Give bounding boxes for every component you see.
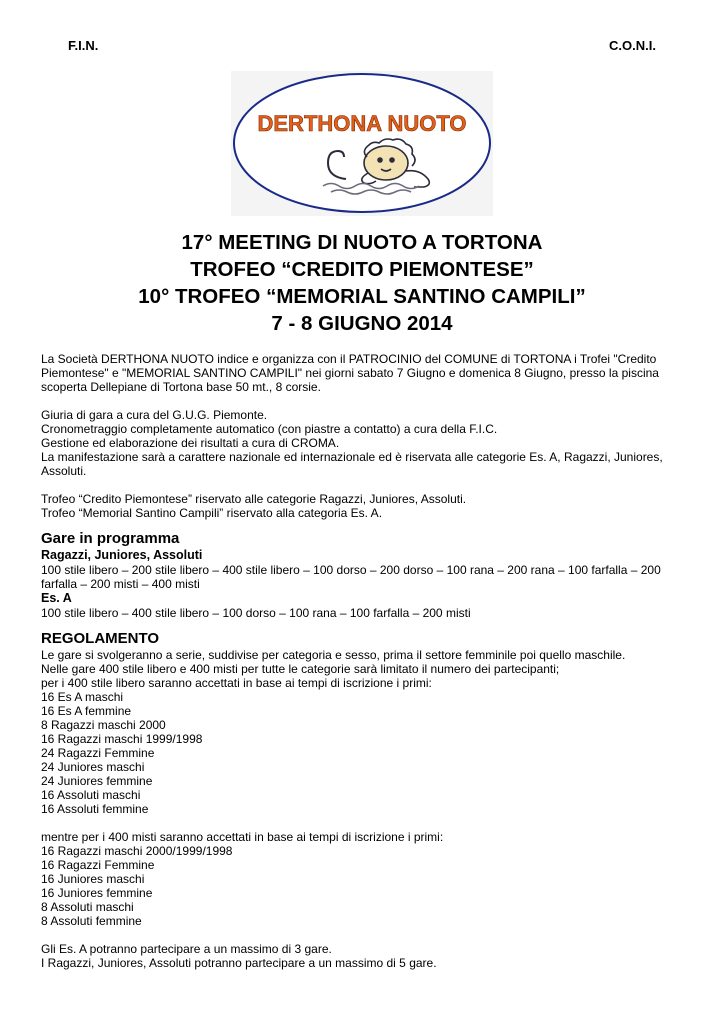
regolamento-line: Le gare si svolgeranno a serie, suddivise per categoria e sesso, prima il settore femminile poi quello maschile. [41,648,626,662]
regolamento-line: I Ragazzi, Juniores, Assoluti potranno partecipare a un massimo di 5 gare. [41,956,437,970]
trophy-line: Trofeo “Memorial Santino Campili” riservato alla categoria Es. A. [41,506,383,520]
organization-line: Cronometraggio completamente automatico (con piastre a contatto) a cura della F.I.C. [41,422,498,436]
regolamento-line: 16 Ragazzi Femmine [41,858,155,872]
derthona-nuoto-logo [231,71,493,216]
meeting-dates: 7 - 8 GIUGNO 2014 [271,312,453,335]
gare-heading: Gare in programma [41,530,180,547]
regolamento-line: 16 Juniores maschi [41,872,145,886]
gare-group-esa-title: Es. A [41,591,72,605]
header-coni: C.O.N.I. [609,38,656,53]
regolamento-line: 16 Ragazzi maschi 1999/1998 [41,732,203,746]
organization-line: La manifestazione sarà a carattere nazionale ed internazionale ed è riservata alle categorie Es. A, Ragazzi, Juniores, [41,450,663,464]
header-fin: F.I.N. [68,38,99,53]
trophy-credito-title: TROFEO “CREDITO PIEMONTESE” [190,258,534,281]
regolamento-line: 16 Assoluti femmine [41,802,149,816]
gare-line: farfalla – 200 misti – 400 misti [41,577,200,591]
organization-line: Assoluti. [41,464,87,478]
gare-line: 100 stile libero – 200 stile libero – 400 stile libero – 100 dorso – 200 dorso – 100 rana – 200 rana – 100 farfalla – 200 [41,563,661,577]
regolamento-line: 24 Ragazzi Femmine [41,746,155,760]
gare-line: 100 stile libero – 400 stile libero – 100 dorso – 100 rana – 100 farfalla – 200 misti [41,606,471,620]
intro-line: scoperta Dellepiane di Tortona base 50 mt., 8 corsie. [41,380,321,394]
trophy-line: Trofeo “Credito Piemontese” riservato alle categorie Ragazzi, Juniores, Assoluti. [41,492,467,506]
meeting-title: 17° MEETING DI NUOTO A TORTONA [181,231,543,254]
trophy-memorial-title: 10° TROFEO “MEMORIAL SANTINO CAMPILI” [138,285,586,308]
regolamento-line: 8 Assoluti maschi [41,900,134,914]
regolamento-line: Gli Es. A potranno partecipare a un massimo di 3 gare. [41,942,332,956]
regolamento-line: 24 Juniores femmine [41,774,153,788]
regolamento-heading: REGOLAMENTO [41,630,160,647]
regolamento-line: 16 Juniores femmine [41,886,153,900]
regolamento-line: 8 Assoluti femmine [41,914,142,928]
regolamento-line: 16 Es A femmine [41,704,132,718]
document-body [41,352,691,970]
regolamento-line: mentre per i 400 misti saranno accettati in base ai tempi di iscrizione i primi: [41,830,444,844]
regolamento-line: 16 Assoluti maschi [41,788,141,802]
logo-graphic [231,71,493,216]
logo-text: DERTHONA NUOTO [257,111,467,136]
intro-line: La Società DERTHONA NUOTO indice e organizza con il PATROCINIO del COMUNE di TORTONA i Trofei "Credito [41,352,657,366]
intro-line: Piemontese" e "MEMORIAL SANTINO CAMPILI" nei giorni sabato 7 Giugno e domenica 8 Giugno, presso la piscina [41,366,659,380]
organization-line: Giuria di gara a cura del G.U.G. Piemonte. [41,408,268,422]
regolamento-line: per i 400 stile libero saranno accettati in base ai tempi di iscrizione i primi: [41,676,432,690]
gare-group-ragazzi-title: Ragazzi, Juniores, Assoluti [41,548,203,562]
regolamento-line: 16 Ragazzi maschi 2000/1999/1998 [41,844,233,858]
regolamento-line: 24 Juniores maschi [41,760,145,774]
regolamento-line: 8 Ragazzi maschi 2000 [41,718,166,732]
organization-line: Gestione ed elaborazione dei risultati a cura di CROMA. [41,436,340,450]
regolamento-line: 16 Es A maschi [41,690,124,704]
regolamento-line: Nelle gare 400 stile libero e 400 misti per tutte le categorie sarà limitato il numero dei partecipanti; [41,662,560,676]
meeting-titles [0,229,724,337]
